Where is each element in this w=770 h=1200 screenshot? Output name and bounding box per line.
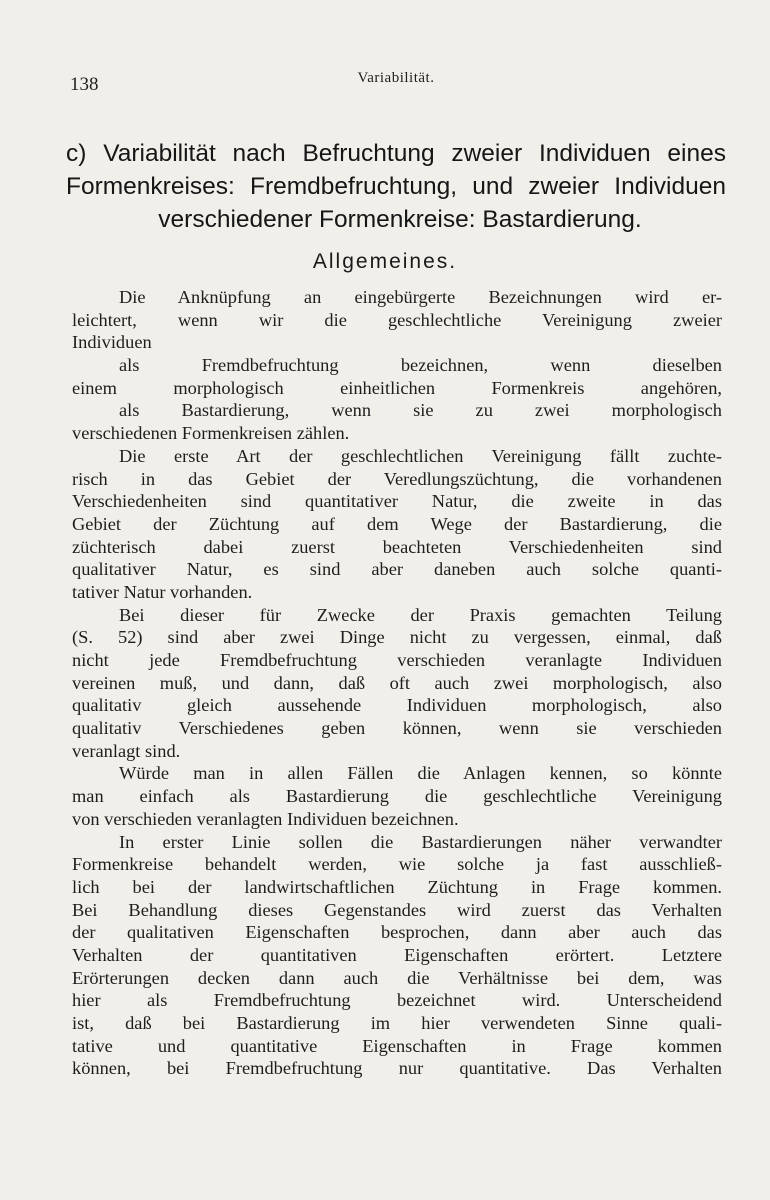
running-title: Variabilität.: [357, 70, 435, 86]
text-line: einem morphologisch einheitlichen Formenkreis angehören,: [72, 377, 722, 398]
text-line: als Fremdbefruchtung bezeichnen, wenn dieselben: [119, 355, 722, 376]
text-line: qualitativ gleich aussehende Individuen morphologisch, also: [72, 695, 722, 716]
text-line: Formenkreise behandelt werden, wie solche ja fast ausschließ-: [72, 854, 722, 875]
text-line: Verhalten der quantitativen Eigenschaften erörtert. Letztere: [72, 944, 722, 965]
text-line: Die Anknüpfung an eingebürgerte Bezeichnungen wird er-: [119, 287, 722, 307]
text-line: qualitativer Natur, es sind aber daneben auch solche quanti-: [72, 559, 722, 580]
text-line: verschiedenen Formenkreisen zählen.: [72, 423, 350, 444]
running-head: [70, 70, 722, 96]
text-line: (S. 52) sind aber zwei Dinge nicht zu vergessen, einmal, daß: [72, 627, 722, 648]
subheading: Allgemeines.: [312, 250, 458, 273]
section-heading: [66, 137, 726, 236]
text-line: veranlagt sind.: [72, 740, 181, 761]
text-line: Bei Behandlung dieses Gegenstandes wird zuerst das Verhalten: [72, 899, 722, 920]
text-line: tative und quantitative Eigenschaften in Frage kommen: [72, 1035, 722, 1056]
text-line: hier als Fremdbefruchtung bezeichnet wird. Unterscheidend: [72, 990, 722, 1011]
page-number: 138: [70, 74, 99, 95]
text-line: als Bastardierung, wenn sie zu zwei morphologisch: [119, 400, 722, 421]
text-line: risch in das Gebiet der Veredlungszüchtung, die vorhandenen: [72, 468, 722, 489]
text-line: Verschiedenheiten sind quantitativer Natur, die zweite in das: [72, 491, 722, 512]
text-line: nicht jede Fremdbefruchtung verschieden veranlagte Individuen: [72, 650, 722, 670]
text-line: züchterisch dabei zuerst beachteten Verschiedenheiten sind: [72, 536, 722, 557]
text-line: Bei dieser für Zwecke der Praxis gemachten Teilung: [119, 604, 722, 625]
text-line: Erörterungen decken dann auch die Verhältnisse bei dem, was: [72, 967, 722, 988]
text-line: Die erste Art der geschlechtlichen Vereinigung fällt zuchte-: [119, 445, 722, 466]
text-line: der qualitativen Eigenschaften besprochen, dann aber auch das: [72, 922, 722, 943]
text-line: können, bei Fremdbefruchtung nur quantitative. Das Verhalten: [72, 1058, 722, 1079]
section-heading-line: Formenkreises: Fremdbefruchtung, und zweier Individuen: [66, 173, 726, 200]
text-line: Gebiet der Züchtung auf dem Wege der Bastardierung, die: [72, 513, 722, 534]
section-heading-line: verschiedener Formenkreise: Bastardierung.: [158, 206, 642, 233]
text-line: man einfach als Bastardierung die geschlechtliche Vereinigung: [72, 786, 722, 807]
text-line: lich bei der landwirtschaftlichen Züchtung in Frage kommen.: [72, 876, 722, 897]
text-line: leichtert, wenn wir die geschlechtliche Vereinigung zweier: [72, 309, 722, 330]
text-line: vereinen muß, und dann, daß oft auch zwei morphologisch, also: [72, 672, 722, 693]
text-line: Würde man in allen Fällen die Anlagen kennen, so könnte: [119, 763, 722, 784]
body-text: [72, 286, 722, 1080]
text-line: qualitativ Verschiedenes geben können, wenn sie verschieden: [72, 718, 722, 739]
text-line: ist, daß bei Bastardierung im hier verwendeten Sinne quali-: [72, 1013, 722, 1033]
text-line: tativer Natur vorhanden.: [72, 581, 253, 602]
section-heading-line: c) Variabilität nach Befruchtung zweier Individuen eines: [66, 140, 726, 167]
text-line: Individuen: [72, 332, 152, 353]
text-line: von verschieden veranlagten Individuen bezeichnen.: [72, 808, 459, 829]
text-line: In erster Linie sollen die Bastardierungen näher verwandter: [119, 831, 722, 852]
